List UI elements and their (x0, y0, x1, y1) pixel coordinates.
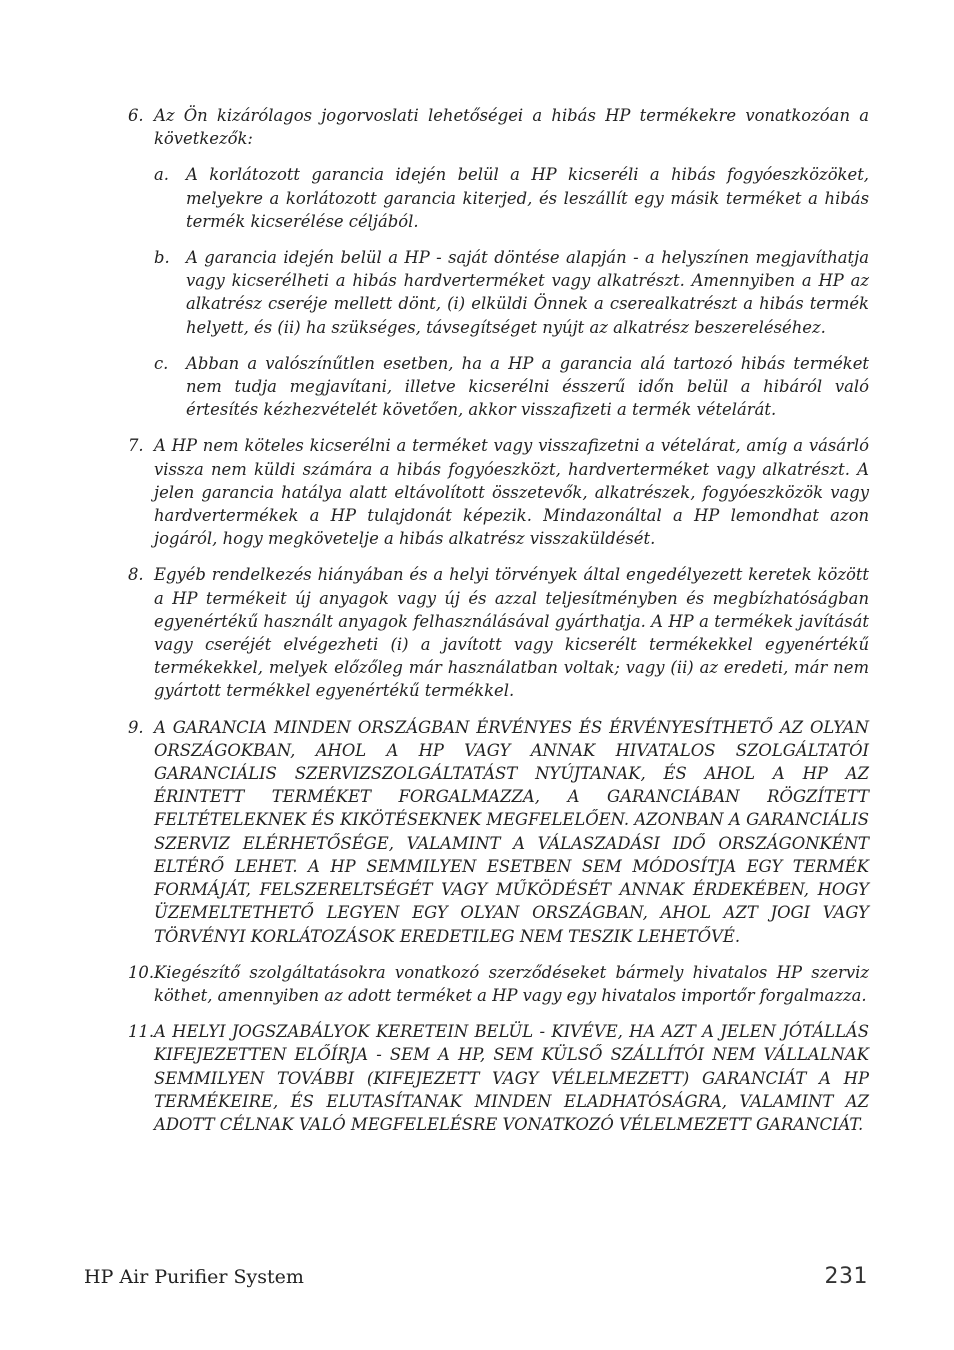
item-number: 9. (128, 717, 144, 737)
list-item-7 (96, 434, 869, 550)
sub-item-text: Abban a valószínűtlen esetben, ha a HP a garancia alá tartozó hibás terméket nem tudja megjavítani, illetve kicserélni ésszerű időn belül a hibáról való értesítés kézhezvételét követően, akkor visszafizeti a termék vételárát. (186, 353, 869, 420)
sub-list (154, 163, 869, 421)
page-number: 231 (824, 1264, 868, 1289)
item-text: Az Ön kizárólagos jogorvoslati lehetőségei a hibás HP termékekre vonatkozóan a következők: (154, 106, 869, 149)
sub-item-c (154, 352, 869, 422)
list-item-11 (96, 1020, 869, 1136)
item-text: A GARANCIA MINDEN ORSZÁGBAN ÉRVÉNYES ÉS ÉRVÉNYESÍTHETŐ AZ OLYAN ORSZÁGOKBAN, AHOL A HP VAGY ANNAK HIVATALOS SZOLGÁLTATÓI GARANCIÁLIS SZERVIZSZOLGÁLTATÁST NYÚJTANAK, ÉS AHOL A HP AZ ÉRINTETT TERMÉKET FORGALMAZZA, A GARANCIÁBAN RÖGZÍTETT FELTÉTELEKNEK ÉS KIKÖTÉSEKNEK MEGFELELŐEN. AZONBAN A GARANCIÁLIS SZERVIZ ELÉRHETŐSÉGE, VALAMINT A VÁLASZADÁSI IDŐ ORSZÁGONKÉNT ELTÉRŐ LEHET. A HP SEMMILYEN ESETBEN SEM MÓDOSÍTJA EGY TERMÉK FORMÁJÁT, FELSZERELTSÉGÉT VAGY MŰKÖDÉSÉT ANNAK ÉRDEKÉBEN, HOGY ÜZEMELTETHETŐ LEGYEN EGY OLYAN ORSZÁGBAN, AHOL AZT JOGI VAGY TÖRVÉNYI KORLÁTOZÁSOK EREDETILEG NEM TESZIK LEHETŐVÉ. (154, 717, 869, 946)
item-text: A HP nem köteles kicserélni a terméket vagy visszafizetni a vételárat, amíg a vásárló vissza nem küldi számára a hibás fogyóeszközt, hardverterméket vagy alkatrészt. A jelen garancia hatálya alatt eltávolított összetevők, alkatrészek, fogyóeszközök vagy hardvertermékek a HP tulajdonát képezik. Mindazonáltal a HP lemondhat azon jogáról, hogy megkövetelje a hibás alkatrész visszaküldését. (154, 436, 869, 549)
list-item-10 (96, 961, 869, 1007)
warranty-list (96, 104, 869, 1149)
item-text: A HELYI JOGSZABÁLYOK KERETEIN BELÜL - KIVÉVE, HA AZT A JELEN JÓTÁLLÁS KIFEJEZETTEN ELŐÍRJA - SEM A HP, SEM KÜLSŐ SZÁLLÍTÓI NEM VÁLLALNAK SEMMILYEN TOVÁBBI (KIFEJEZETT VAGY VÉLELMEZETT) GARANCIÁT A HP TERMÉKEIRE, ÉS ELUTASÍTANAK MINDEN ELADHATÓSÁGRA, VALAMINT AZ ADOTT CÉLNAK VALÓ MEGFELELÉSRE VONATKOZÓ VÉLELMEZETT GARANCIÁT. (154, 1022, 869, 1134)
sub-item-letter: b. (154, 248, 170, 268)
item-text: Egyéb rendelkezés hiányában és a helyi törvények által engedélyezett keretek között a HP termékeit új anyagok vagy új és azzal teljesítményben és megbízhatóságban egyenértékű használt anyagok felhasználásával gyárthatja. A HP a termékek javítását vagy cseréjét elvégezheti (i) a javított vagy kicserélt termékekkel egyenértékű termékekkel, melyek előzőleg már használatban voltak; vagy (ii) az eredeti, már nem gyártott termékkel egyenértékű termékkel. (154, 565, 869, 701)
list-item-9 (96, 716, 869, 948)
item-number: 11. (128, 1022, 155, 1042)
item-text: Kiegészítő szolgáltatásokra vonatkozó szerződéseket bármely hivatalos HP szerviz köthet, amennyiben az adott terméket a HP vagy egy hivatalos importőr forgalmazza. (154, 962, 869, 1005)
sub-item-letter: c. (154, 353, 169, 373)
list-item-8 (96, 563, 869, 702)
sub-item-letter: a. (154, 165, 169, 185)
sub-item-text: A garancia idején belül a HP - saját döntése alapján - a helyszínen megjavíthatja vagy kicserélheti a hibás hardverterméket vagy alkatrészt. Amennyiben a HP az alkatrész cseréje mellett dönt, (i) elküldi Önnek a cserealkatrészt a hibás termék helyett, és (ii) ha szükséges, távsegítséget nyújt az alkatrész beszereléséhez. (186, 248, 869, 337)
item-number: 10. (128, 962, 155, 982)
sub-item-text: A korlátozott garancia idején belül a HP kicseréli a hibás fogyóeszközöket, melyekre a korlátozott garancia kiterjed, és leszállít egy másik terméket a hibás termék kicserélése céljából. (186, 165, 869, 231)
sub-item-a (154, 163, 869, 233)
item-number: 8. (128, 565, 144, 585)
sub-item-b (154, 246, 869, 339)
item-number: 7. (128, 436, 144, 456)
footer-document-title: HP Air Purifier System (84, 1266, 304, 1288)
list-item-6 (96, 104, 869, 421)
item-number: 6. (128, 106, 144, 125)
